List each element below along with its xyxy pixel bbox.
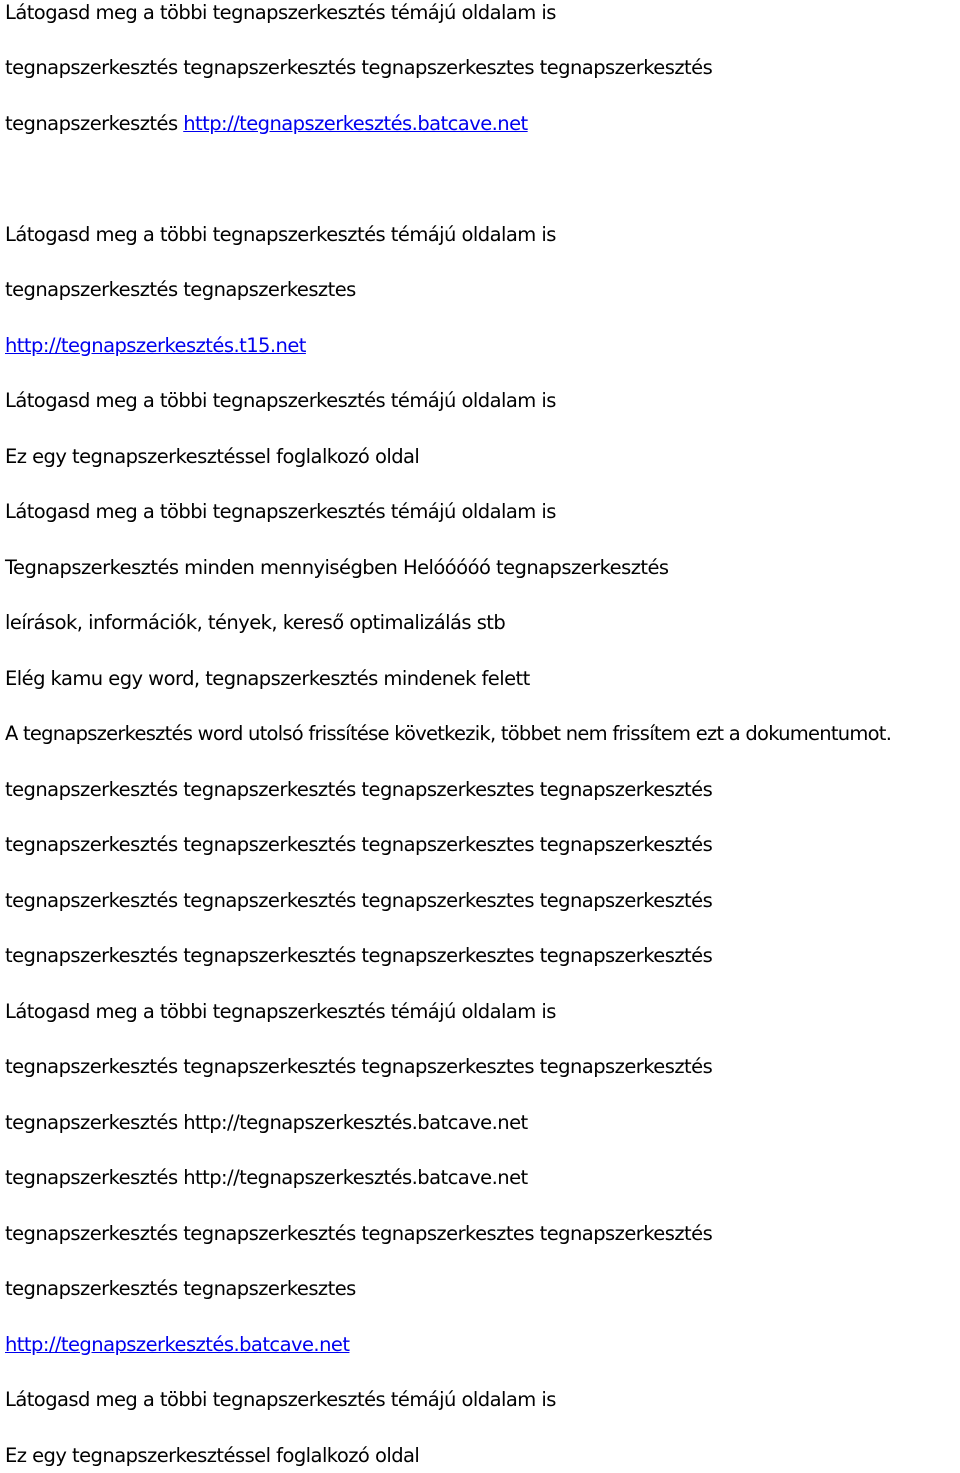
text-line: Ez egy tegnapszerkesztéssel foglalkozó oldal <box>5 445 420 468</box>
text-line: Látogasd meg a többi tegnapszerkesztés témájú oldalam is <box>5 1388 556 1411</box>
text-line: tegnapszerkesztés tegnapszerkesztés tegnapszerkesztes tegnapszerkesztés <box>5 889 713 912</box>
text-line: tegnapszerkesztés tegnapszerkesztés tegnapszerkesztes tegnapszerkesztés <box>5 56 713 79</box>
text-line: tegnapszerkesztés http://tegnapszerkesztés.batcave.net <box>5 1166 528 1189</box>
text-line: tegnapszerkesztés tegnapszerkesztés tegnapszerkesztes tegnapszerkesztés <box>5 833 713 856</box>
batcave-link[interactable]: http://tegnapszerkesztés.batcave.net <box>183 112 528 135</box>
text-line: Látogasd meg a többi tegnapszerkesztés témájú oldalam is <box>5 389 556 412</box>
text-line: tegnapszerkesztés tegnapszerkesztés tegnapszerkesztes tegnapszerkesztés <box>5 1222 713 1245</box>
text-line: Látogasd meg a többi tegnapszerkesztés témájú oldalam is <box>5 1 556 24</box>
text-line: tegnapszerkesztés tegnapszerkesztés tegnapszerkesztes tegnapszerkesztés <box>5 778 713 801</box>
text-line: Tegnapszerkesztés minden mennyiségben Helóóóóó tegnapszerkesztés <box>5 556 669 579</box>
batcave-link[interactable]: http://tegnapszerkesztés.batcave.net <box>5 1333 350 1356</box>
text-line: Látogasd meg a többi tegnapszerkesztés témájú oldalam is <box>5 1000 556 1023</box>
text-line: Látogasd meg a többi tegnapszerkesztés témájú oldalam is <box>5 223 556 246</box>
text-line: tegnapszerkesztés http://tegnapszerkesztés.batcave.net <box>5 1111 528 1134</box>
line-prefix: tegnapszerkesztés <box>5 112 184 135</box>
text-line: Látogasd meg a többi tegnapszerkesztés témájú oldalam is <box>5 500 556 523</box>
text-line-with-link <box>5 111 528 141</box>
text-line-with-link <box>5 1332 349 1362</box>
text-line: tegnapszerkesztés tegnapszerkesztes <box>5 1277 356 1300</box>
text-line-with-link <box>5 333 306 363</box>
t15-link[interactable]: http://tegnapszerkesztés.t15.net <box>5 334 306 357</box>
text-line: tegnapszerkesztés tegnapszerkesztés tegnapszerkesztes tegnapszerkesztés <box>5 944 713 967</box>
text-line: leírások, információk, tények, kereső optimalizálás stb <box>5 611 506 634</box>
text-line: tegnapszerkesztés tegnapszerkesztes <box>5 278 356 301</box>
text-line: tegnapszerkesztés tegnapszerkesztés tegnapszerkesztes tegnapszerkesztés <box>5 1055 713 1078</box>
text-line: Ez egy tegnapszerkesztéssel foglalkozó oldal <box>5 1444 420 1467</box>
text-line: Elég kamu egy word, tegnapszerkesztés mindenek felett <box>5 667 530 690</box>
text-line: A tegnapszerkesztés word utolsó frissítése következik, többet nem frissítem ezt a dokumentumot. <box>5 722 892 745</box>
